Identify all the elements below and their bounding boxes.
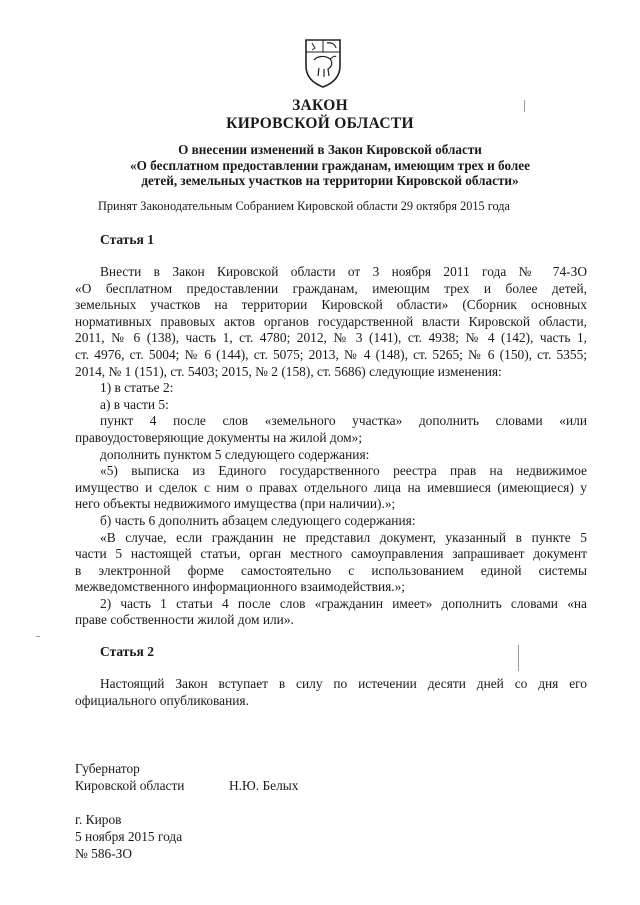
text-line: ст. 4976, ст. 5004; № 6 (144), ст. 5075; 2013, № 4 (148), ст. 5265; № 6 (150), ст. 5355; xyxy=(75,346,587,362)
text-line: правоудостоверяющие документы на жилой дом»; xyxy=(75,429,363,445)
text-line: «О бесплатном предоставлении гражданам, имеющим трех и более детей, xyxy=(75,280,587,296)
signing-date: 5 ноября 2015 года xyxy=(75,828,183,844)
article-1-text xyxy=(75,264,587,629)
text-line: имущество и сделок с ним о правах отдельного лица на имевшиеся (имеющиеся) у xyxy=(75,479,587,495)
text-line: части 5 настоящей статьи, орган местного самоуправления запрашивает документ xyxy=(75,546,587,562)
scan-artifact xyxy=(36,636,40,637)
signature-position xyxy=(75,761,184,795)
kirov-coat-of-arms-icon xyxy=(303,38,343,88)
text-line: б) часть 6 дополнить абзацем следующего содержания: xyxy=(100,512,416,528)
text-line: 2011, № 6 (138), часть 1, ст. 4780; 2012, № 3 (141), ст. 4938; № 4 (142), часть 1, xyxy=(75,330,587,346)
document-title-line2: КИРОВСКОЙ ОБЛАСТИ xyxy=(226,115,414,132)
document-title-line1: ЗАКОН xyxy=(292,97,348,114)
document-subtitle xyxy=(90,142,570,189)
scan-artifact xyxy=(518,645,519,671)
subtitle-line: О внесении изменений в Закон Кировской области xyxy=(178,142,482,157)
text-line: «В случае, если гражданин не представил документ, указанный в пункте 5 xyxy=(100,529,587,545)
position-line: Губернатор xyxy=(75,761,140,776)
text-line: 1) в статье 2: xyxy=(100,380,174,396)
text-line: пункт 4 после слов «земельного участка» дополнить словами «или xyxy=(100,413,587,429)
text-line: 2) часть 1 статьи 4 после слов «гражданин имеет» дополнить словами «на xyxy=(100,595,587,611)
scan-artifact xyxy=(524,100,525,112)
text-line: него объекты недвижимого имущества (при наличии).»; xyxy=(75,496,396,512)
article-1-heading: Статья 1 xyxy=(100,232,154,247)
article-2-heading: Статья 2 xyxy=(100,644,154,659)
subtitle-line: «О бесплатном предоставлении гражданам, имеющим трех и более xyxy=(130,157,530,173)
text-line: Настоящий Закон вступает в силу по истечении десяти дней со дня его xyxy=(100,676,587,691)
adoption-note: Принят Законодательным Собранием Кировской области 29 октября 2015 года xyxy=(98,199,510,213)
signatory-name: Н.Ю. Белых xyxy=(229,778,299,793)
law-number: № 586-ЗО xyxy=(75,845,133,861)
text-line: в электронной форме самостоятельно с использованием единой системы xyxy=(75,562,587,578)
text-line: Внести в Закон Кировской области от 3 ноября 2011 года № 74-ЗО xyxy=(100,264,587,279)
text-line: а) в части 5: xyxy=(100,396,169,412)
subtitle-line: детей, земельных участков на территории Кировской области» xyxy=(141,173,519,188)
text-line: земельных участков на территории Кировской области» (Сборник основных xyxy=(75,297,587,313)
signing-city: г. Киров xyxy=(75,812,122,827)
article-2-text xyxy=(75,676,587,709)
position-line: Кировской области xyxy=(75,777,185,793)
text-line: межведомственного информационного взаимодействия.»; xyxy=(75,579,406,595)
text-line: 2014, № 1 (151), ст. 5403; 2015, № 2 (158), ст. 5686) следующие изменения: xyxy=(75,363,502,379)
text-line: праве собственности жилой дом или». xyxy=(75,612,294,628)
text-line: «5) выписка из Единого государственного реестра прав на недвижимое xyxy=(100,463,587,479)
text-line: официального опубликования. xyxy=(75,692,249,708)
signing-details xyxy=(75,812,182,862)
text-line: нормативных правовых актов органов государственной власти Кировской области, xyxy=(75,313,587,329)
text-line: дополнить пунктом 5 следующего содержания: xyxy=(100,446,370,462)
